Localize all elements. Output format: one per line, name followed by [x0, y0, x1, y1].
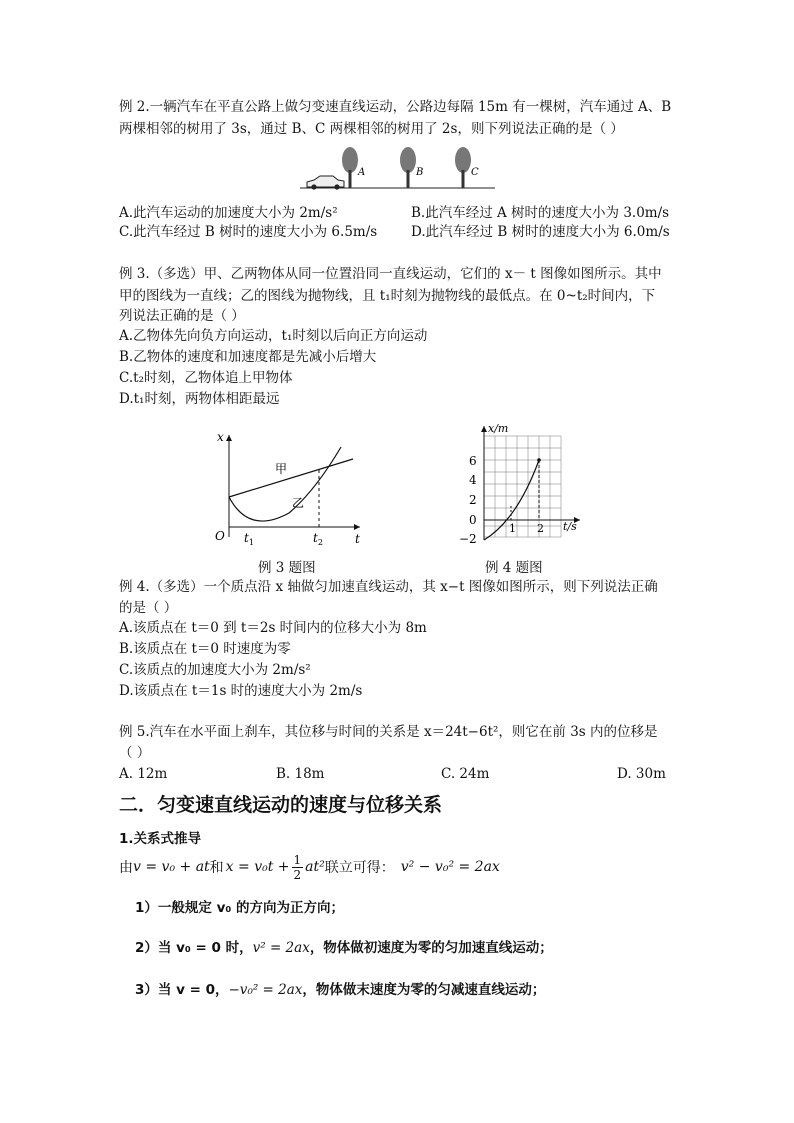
equation-result: v² − v₀² = 2ax [400, 859, 500, 875]
ex3-label-yi: 乙 [292, 496, 305, 510]
ex3-option-d: D.t₁时刻，两物体相距最远 [119, 391, 280, 407]
item-3-equation: −v₀² = 2ax [228, 982, 303, 998]
derive-prefix: 由 [119, 860, 133, 876]
ex4-ytick-2: 2 [469, 493, 477, 507]
item-2-suffix: ，物体做初速度为零的匀加速直线运动； [309, 940, 553, 956]
tree-label-a: A [358, 167, 366, 178]
equation-displacement-left: x = v₀t + [225, 859, 290, 875]
ex3-option-a: A.乙物体先向负方向运动，t₁时刻以后向正方向运动 [119, 328, 428, 344]
tree-label-c: C [471, 167, 479, 178]
ex3-stem-line3: 列说法正确的是（ ） [119, 308, 245, 324]
derive-joint: 联立可得： [324, 860, 395, 876]
tree-icon-c [455, 147, 471, 188]
fraction-numerator: 1 [293, 852, 302, 867]
item-3-suffix: ，物体做末速度为零的匀减速直线运动； [302, 982, 546, 998]
ex3-curve-yi [229, 447, 341, 521]
ex5-option-b: B. 18m [276, 766, 325, 782]
ex4-y-label: x/m [488, 422, 509, 435]
equation-displacement-right: at² [305, 859, 325, 875]
ex3-t1-label: $t_1$ [244, 531, 254, 547]
ex3-option-b: B.乙物体的速度和加速度都是先减小后增大 [119, 349, 377, 365]
ex5-option-a: A. 12m [119, 766, 168, 782]
ex2-stem-line2: 两棵相邻的树用了 3s，通过 B、C 两棵相邻的树用了 2s，则下列说法正确的是（ ） [119, 121, 624, 137]
ex5-option-d: D. 30m [617, 766, 666, 782]
ex3-y-axis-label: x [217, 430, 224, 444]
ex3-option-c: C.t₂时刻，乙物体追上甲物体 [119, 370, 293, 386]
item-3 [135, 980, 545, 1000]
subsection-title: 1.关系式推导 [119, 831, 202, 847]
ex3-xt-graph [205, 425, 370, 550]
equation-velocity: v = v₀ + at [133, 859, 210, 875]
ex5-option-c: C. 24m [441, 766, 490, 782]
derive-and: 和 [209, 860, 224, 876]
ex4-stem-line1: 例 4.（多选）一个质点沿 x 轴做匀加速直线运动，其 x−t 图像如图所示，则下列说法正确 [119, 579, 658, 595]
fraction-denominator: 2 [293, 867, 302, 882]
ex3-label-jia: 甲 [275, 462, 288, 476]
ex4-ytick-6: 6 [469, 454, 477, 468]
ex4-option-c: C.该质点的加速度大小为 2m/s² [119, 662, 311, 678]
tree-icon-b [400, 147, 416, 188]
ex4-grid [484, 436, 561, 537]
ex5-stem-line2: （ ） [119, 745, 151, 761]
ex2-option-d: D.此汽车经过 B 树时的速度大小为 6.0m/s [411, 224, 670, 240]
ex3-figure-caption: 例 3 题图 [258, 560, 316, 576]
ex3-stem-line1: 例 3.（多选）甲、乙两物体从同一位置沿同一直线运动，它们的 x－ t 图像如图所示。其中 [119, 266, 662, 282]
item-1: 1）一般规定 v₀ 的方向为正方向； [135, 900, 345, 916]
ex2-option-b: B.此汽车经过 A 树时的速度大小为 3.0m/s [411, 205, 670, 221]
ex4-figure-caption: 例 4 题图 [485, 560, 543, 576]
ex4-stem-line2: 的是（ ） [119, 600, 178, 616]
ex4-ytick-neg2: −2 [459, 532, 477, 546]
ex3-origin-label: O [215, 529, 225, 543]
ex4-ytick-0: 0 [469, 513, 477, 527]
tree-label-b: B [416, 167, 424, 178]
ex4-option-b: B.该质点在 t＝0 时速度为零 [119, 641, 291, 657]
ex2-option-c: C.此汽车经过 B 树时的速度大小为 6.5m/s [119, 224, 378, 240]
fraction-half [292, 853, 304, 882]
ex4-xt-graph [455, 420, 595, 548]
ex3-line-jia [229, 459, 353, 497]
ex5-stem-line1: 例 5.汽车在水平面上刹车，其位移与时间的关系是 x＝24t−6t²，则它在前 3s 内的位移是 [119, 724, 658, 740]
ex4-option-d: D.该质点在 t＝1s 时的速度大小为 2m/s [119, 683, 363, 699]
ex4-ytick-4: 4 [469, 473, 477, 487]
item-2-equation: v² = 2ax [252, 940, 310, 956]
section-title: 二．匀变速直线运动的速度与位移关系 [119, 794, 443, 816]
item-2 [135, 938, 553, 958]
item-3-prefix: 3）当 v = 0， [135, 982, 229, 998]
ex2-option-a: A.此汽车运动的加速度大小为 2m/s² [119, 205, 338, 221]
ex4-xtick-1: 1 [509, 522, 516, 535]
ex4-x-label: t/s [563, 520, 577, 533]
ex4-point-2-6 [537, 458, 541, 462]
ex4-option-a: A.该质点在 t＝0 到 t＝2s 时间内的位移大小为 8m [119, 620, 427, 636]
item-2-prefix: 2）当 v₀ = 0 时， [135, 940, 253, 956]
ex3-x-axis-label: t [355, 532, 360, 546]
ex3-stem-line2: 甲的图线为一直线；乙的图线为抛物线，且 t₁时刻为抛物线的最低点。在 0~t₂时间内，下 [119, 288, 656, 304]
derivation-line [119, 849, 500, 885]
ex4-xtick-2: 2 [537, 522, 544, 535]
ex2-road-figure [300, 145, 500, 195]
ex2-stem-line1: 例 2.一辆汽车在平直公路上做匀变速直线运动，公路边每隔 15m 有一棵树，汽车通过 A、B [119, 99, 672, 115]
ex3-t2-label: $t_2$ [313, 531, 323, 547]
